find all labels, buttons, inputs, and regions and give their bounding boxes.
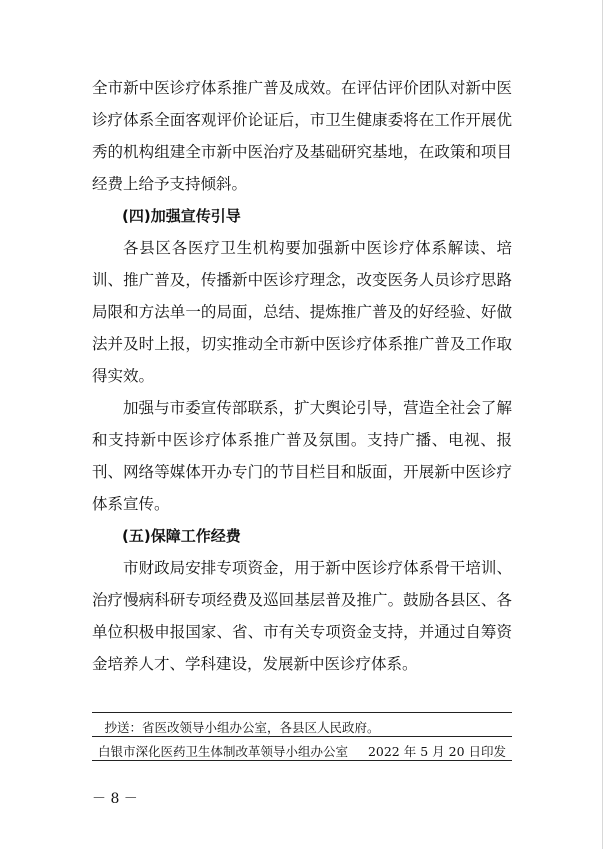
footer-middle-rule: [92, 736, 512, 737]
section-heading-4: (四)加强宣传引导: [122, 207, 241, 225]
paragraph: 各县区各医疗卫生机构要加强新中医诊疗体系解读、培训、推广普及，传播新中医诊疗理念，改变医务人员诊疗思路局限和方法单一的局面，总结、提炼推广普及的好经验、好做法并及时上报，切实推动全市新中医诊疗体系推广普及工作取得实效。: [92, 239, 512, 385]
page-number: － 8 －: [92, 791, 138, 807]
document-body: [92, 72, 512, 680]
paragraph: 市财政局安排专项资金，用于新中医诊疗体系骨干培训、治疗慢病科研专项经费及巡回基层普及推广。鼓励各县区、各单位积极申报国家、省、市有关专项资金支持，并通过自筹资金培养人才、学科建设，发展新中医诊疗体系。: [92, 559, 512, 673]
issuer-line: [92, 742, 512, 760]
footer-top-rule: [92, 712, 512, 713]
issuing-office: 白银市深化医药卫生体制改革领导小组办公室: [98, 744, 349, 759]
issue-date: 2022 年 5 月 20 日印发: [367, 744, 506, 759]
paragraph: 加强与市委宣传部联系，扩大舆论引导，营造全社会了解和支持新中医诊疗体系推广普及氛围。支持广播、电视、报刊、网络等媒体开办专门的节目栏目和版面，开展新中医诊疗体系宣传。: [92, 399, 512, 513]
paragraph-continuation: 全市新中医诊疗体系推广普及成效。在评估评价团队对新中医诊疗体系全面客观评价论证后，市卫生健康委将在工作开展优秀的机构组建全市新中医治疗及基础研究基地，在政策和项目经费上给予支持倾斜。: [92, 79, 512, 193]
section-heading-5: (五)保障工作经费: [122, 527, 241, 545]
cc-line: 抄送：省医改领导小组办公室，各县区人民政府。: [104, 720, 380, 735]
footer-bottom-rule: [92, 760, 512, 761]
